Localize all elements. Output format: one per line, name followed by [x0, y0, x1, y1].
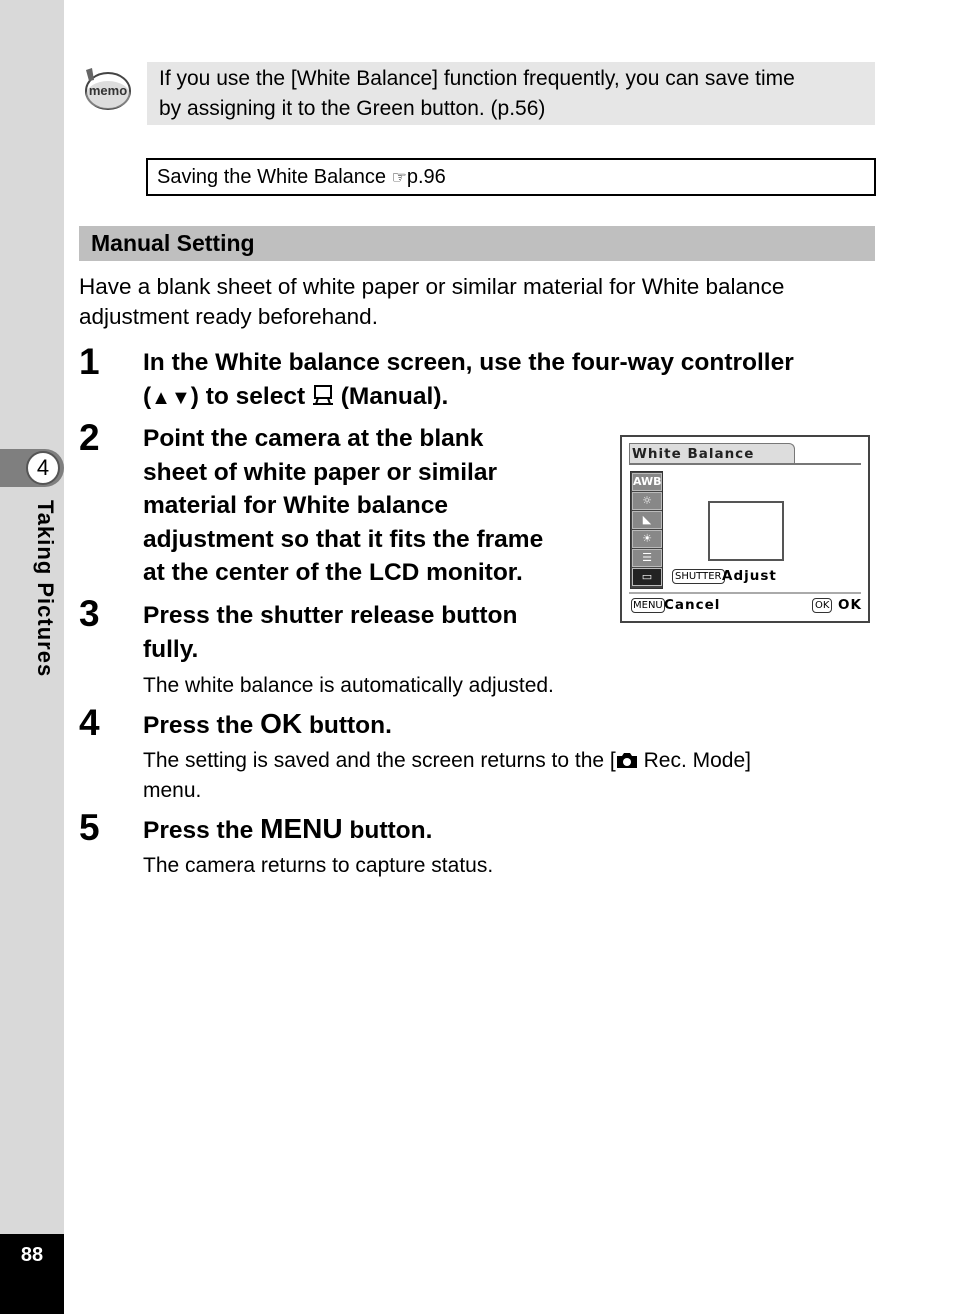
step-3-description: The white balance is automatically adjusted.: [143, 674, 554, 697]
awb-icon: AWB: [632, 473, 662, 491]
up-down-arrows-icon: ▲▼: [151, 386, 191, 409]
lcd-adjust-label: Adjust: [722, 568, 777, 584]
step-5-title: Press the MENU button.: [143, 813, 433, 844]
section-title: Manual Setting: [79, 226, 875, 261]
step-3-title: [143, 599, 613, 666]
manual-icon: ▭: [632, 568, 662, 586]
lcd-title: White Balance: [629, 443, 795, 464]
step-1-number: 1: [79, 341, 100, 382]
step-4-desc-line-1: The setting is saved and the screen returns to the [ Rec. Mode]: [143, 749, 752, 772]
step-3-line-1: Press the shutter release button: [143, 602, 518, 629]
menu-key-icon: MENU: [633, 600, 663, 611]
memo-line-1: If you use the [White Balance] function frequently, you can save time: [159, 67, 795, 90]
step-5-number: 5: [79, 807, 100, 848]
fluorescent-icon: ☰: [632, 549, 662, 567]
reference-box: [146, 158, 876, 196]
memo-line-2: by assigning it to the Green button. (p.56): [159, 97, 546, 120]
reference-text: Saving the White Balance: [157, 166, 387, 188]
memo-icon: [80, 66, 132, 112]
chapter-number: 4: [26, 451, 60, 485]
lcd-ok-label: OK: [838, 597, 862, 613]
step-1-line-2: (▲▼) to select (Manual).: [143, 382, 449, 410]
step-2-line: sheet of white paper or similar: [143, 458, 497, 486]
lcd-cancel-label: Cancel: [664, 597, 721, 613]
reference-page[interactable]: p.96: [406, 166, 446, 188]
ok-button-icon: OK: [260, 708, 303, 739]
daylight-icon: ☼: [632, 492, 662, 510]
intro-line-2: adjustment ready beforehand.: [79, 304, 378, 329]
step-3-number: 3: [79, 593, 100, 634]
lcd-mode-list: [630, 471, 663, 589]
menu-button-icon: MENU: [260, 813, 343, 844]
step-4-description: [143, 746, 883, 806]
shade-icon: ◣: [632, 511, 662, 529]
chapter-title: Taking Pictures: [33, 500, 58, 678]
page-number: 88: [20, 1244, 44, 1266]
step-2-line: at the center of the LCD monitor.: [143, 559, 523, 586]
section-intro: [79, 272, 879, 332]
manual-wb-icon: [312, 384, 334, 406]
memo-icon-text: memo: [88, 83, 128, 98]
step-1-line-1: In the White balance screen, use the four-way controller: [143, 349, 794, 376]
lcd-divider: [629, 463, 861, 465]
ok-key-icon: OK: [812, 598, 832, 613]
step-2-number: 2: [79, 417, 100, 458]
tungsten-icon: ☀: [632, 530, 662, 548]
step-4-number: 4: [79, 702, 100, 743]
step-4-title: Press the OK button.: [143, 708, 392, 739]
lcd-white-balance-screen: [620, 435, 870, 623]
shutter-key-icon: SHUTTER: [672, 569, 725, 584]
step-4-desc-line-2: menu.: [143, 779, 202, 802]
memo-box: [147, 62, 875, 125]
pointer-icon: ☞: [391, 168, 407, 187]
step-2-line: material for White balance: [143, 492, 448, 519]
intro-line-1: Have a blank sheet of white paper or similar material for White balance: [79, 274, 785, 299]
step-2-line: Point the camera at the blank: [143, 425, 484, 452]
step-2-title: [143, 422, 613, 590]
step-2-line: adjustment so that it fits the frame: [143, 525, 544, 553]
lcd-metering-frame: [708, 501, 784, 561]
camera-icon: [616, 751, 638, 769]
lcd-bottom-divider: [629, 592, 861, 594]
step-1-title: [143, 346, 883, 415]
step-3-line-2: fully.: [143, 635, 199, 663]
step-5-description: The camera returns to capture status.: [143, 854, 494, 877]
